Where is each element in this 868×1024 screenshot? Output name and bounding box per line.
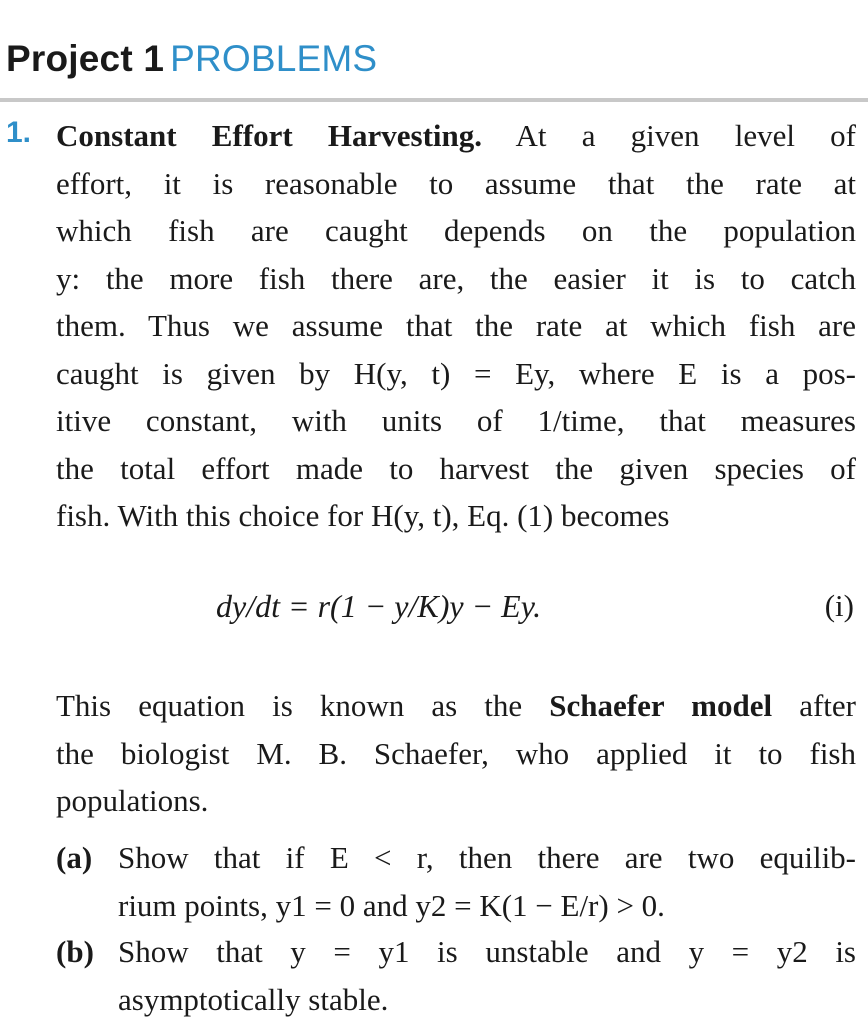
statement-line-1: Constant Effort Harvesting. At a given level of (56, 118, 857, 153)
model-line-2: the biologist M. B. Schaefer, who applied it to fish (56, 735, 856, 771)
part-a (56, 834, 856, 929)
part-b-text-1: Show that y = y1 is unstable and y = y2 is (118, 934, 856, 969)
statement-line-5: them. Thus we assume that the rate at which fish are (56, 308, 856, 343)
part-a-text-1: Show that if E < r, then there are two equilib- (118, 840, 856, 875)
part-a-label: (a) (56, 840, 93, 875)
project-label: Project 1 (6, 38, 165, 79)
header-divider (0, 98, 868, 102)
part-a-line-2: rium points, y1 = 0 and y2 = K(1 − E/r) > 0. (118, 887, 665, 923)
part-a-line-1 (56, 834, 856, 882)
part-b-line-2: asymptotically stable. (118, 981, 389, 1017)
model-line-1: This equation is known as the Schaefer model after (56, 688, 856, 723)
part-b-line-1 (56, 928, 856, 976)
statement-line-8: the total effort made to harvest the given species of (56, 450, 856, 486)
problem-statement (56, 112, 856, 540)
problem-number: 1. (6, 116, 32, 149)
model-line-3: populations. (56, 783, 209, 818)
statement-line-4: y: the more fish there are, the easier it is to catch (56, 260, 856, 296)
problem-title: Constant Effort Harvesting. (56, 118, 483, 153)
statement-line-6: caught is given by H(y, t) = Ey, where E is a pos- (56, 355, 856, 391)
schaefer-model-term: Schaefer model (549, 688, 773, 723)
statement-line-9: fish. With this choice for H(y, t), Eq. (1) becomes (56, 498, 670, 533)
equation-label: (i) (824, 588, 854, 623)
problems-label: PROBLEMS (170, 38, 378, 79)
statement-line-2: effort, it is reasonable to assume that the rate at (56, 165, 856, 201)
part-b (56, 928, 856, 1023)
section-header (6, 38, 377, 80)
statement-line-3: which fish are caught depends on the population (56, 213, 856, 248)
part-b-label: (b) (56, 934, 94, 969)
statement-line-7: itive constant, with units of 1/time, that measures (56, 403, 856, 438)
model-paragraph (56, 682, 856, 825)
schaefer-equation: dy/dt = r(1 − y/K)y − Ey. (216, 588, 542, 624)
